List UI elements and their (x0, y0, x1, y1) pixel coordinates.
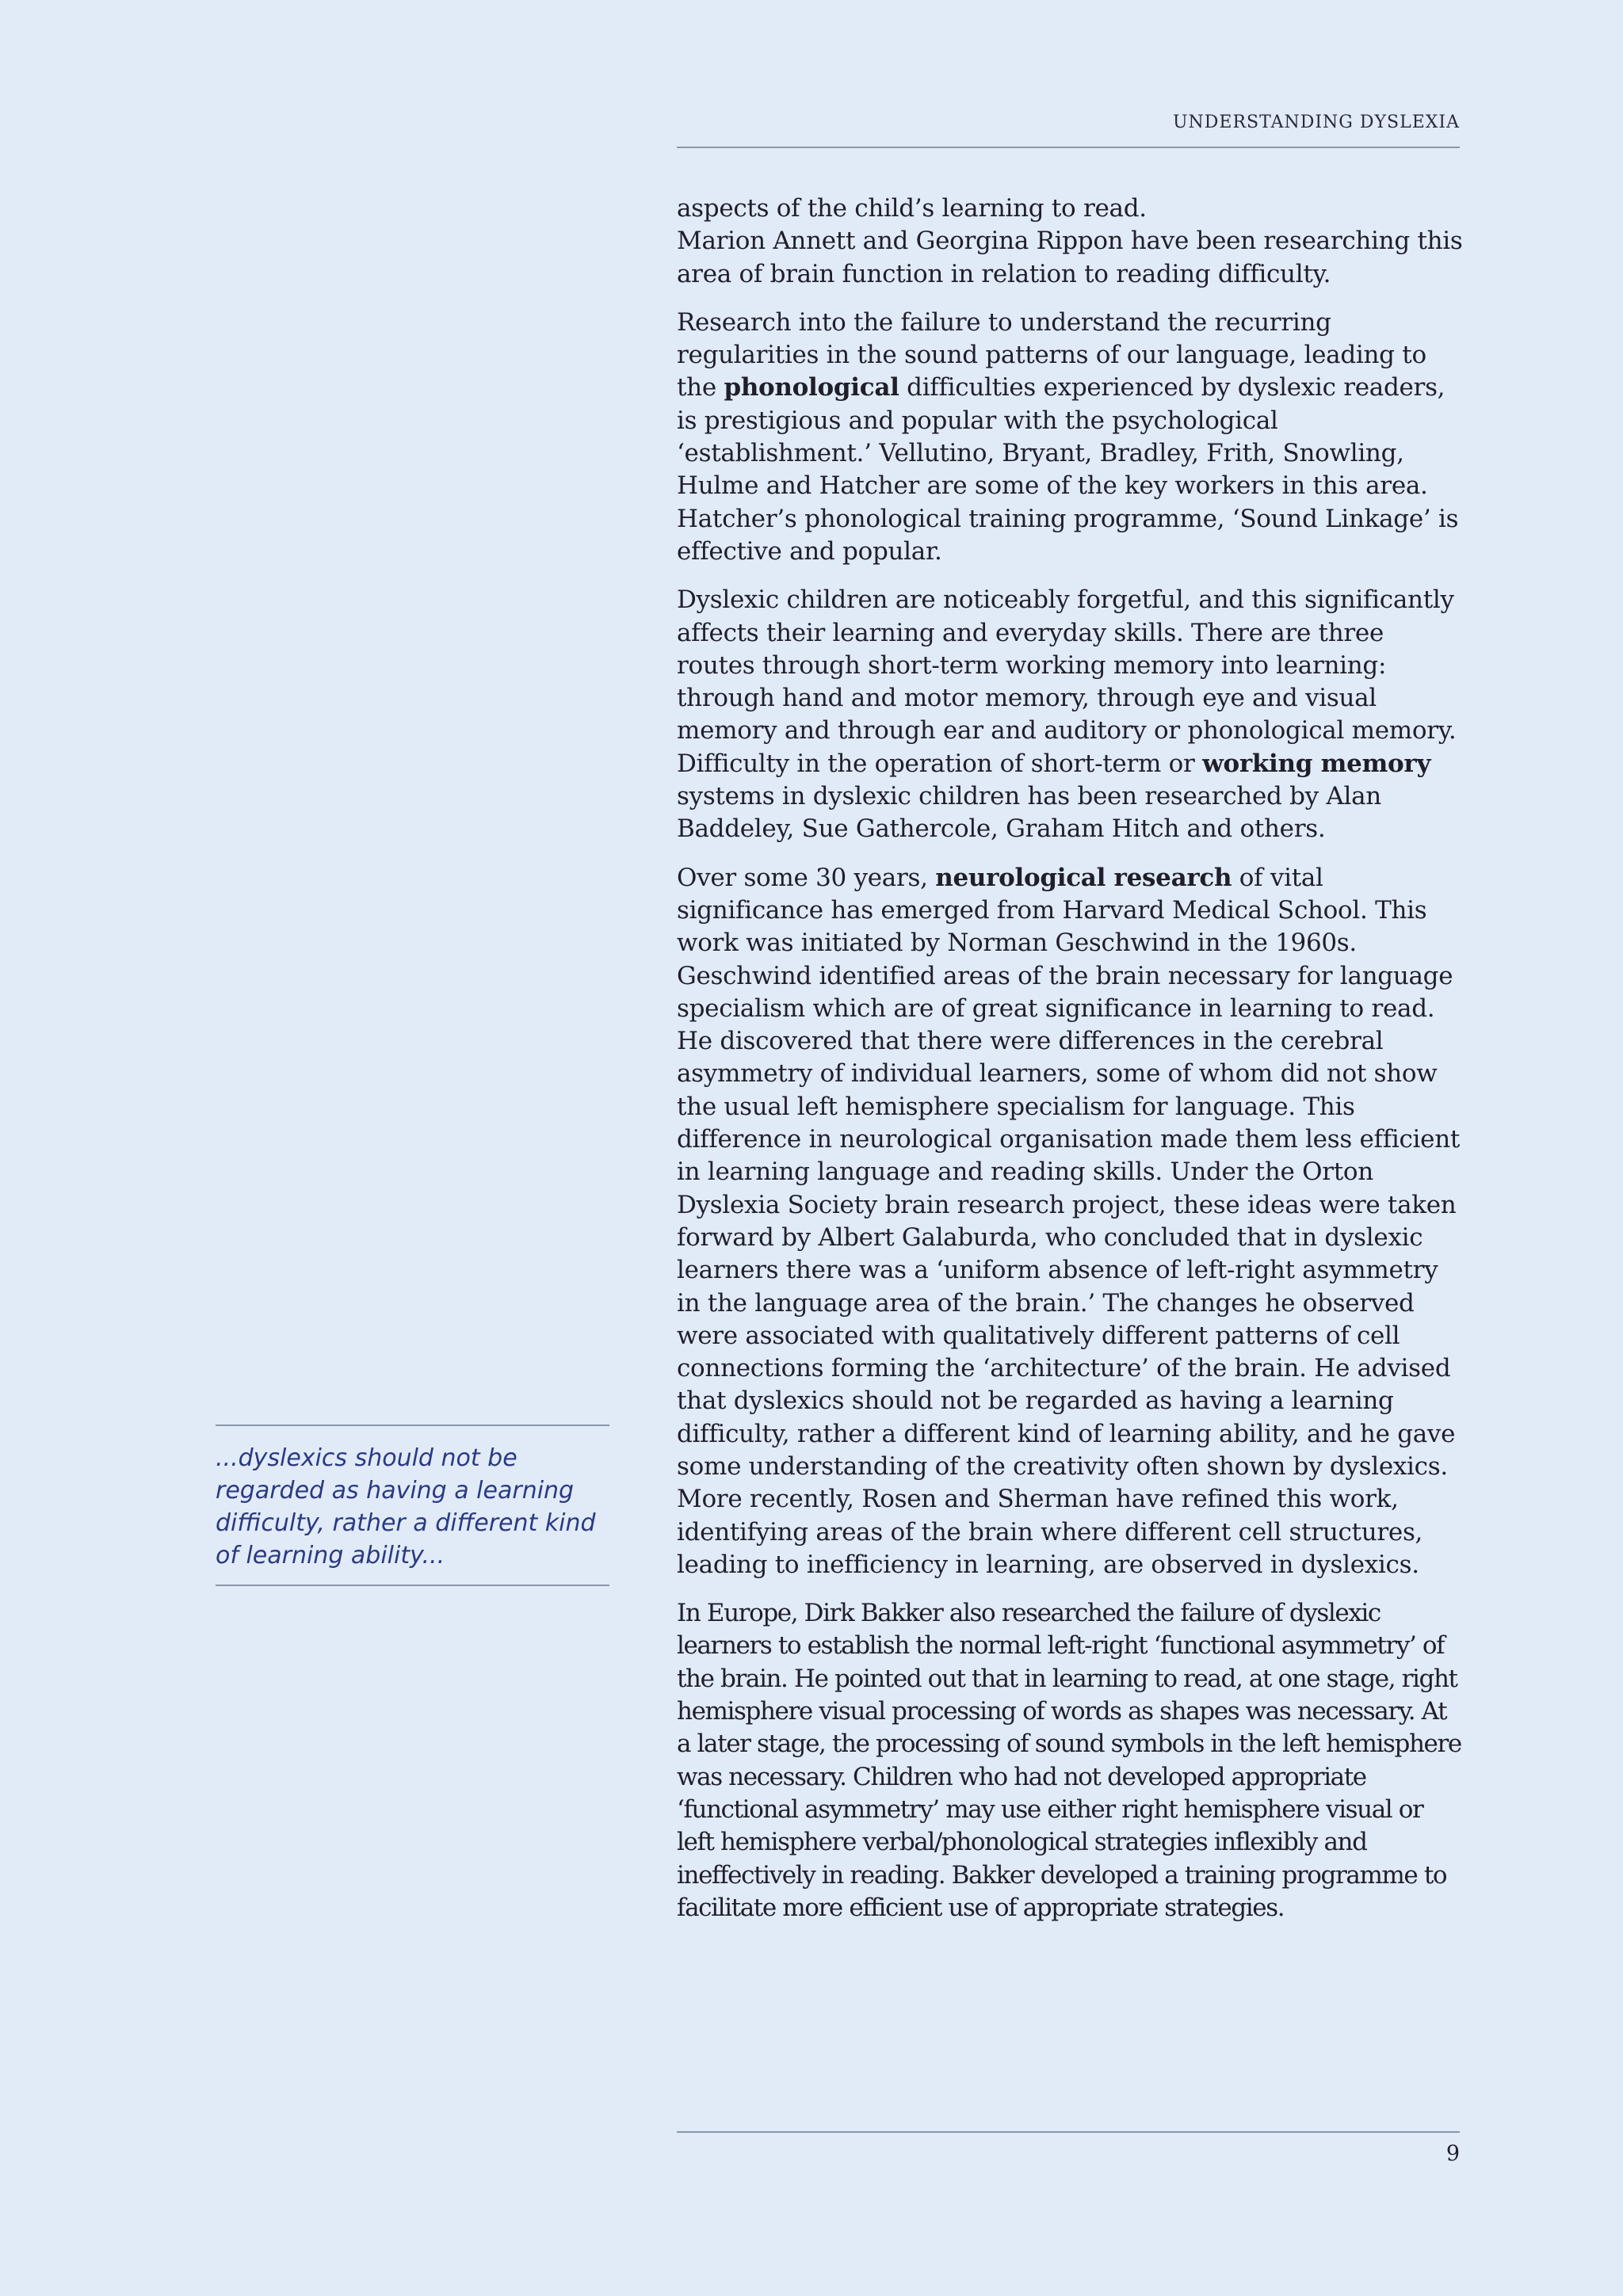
paragraph-4 (677, 862, 1465, 1582)
paragraph-4-text-end: of vital significance has emerged from Harvard Medical School. This work was initiated by Norman Geschwind in the 1960s. Geschwind identified areas of the brain necessary for language specialism which are of great significance in learning to read. He discovered that there were differences in the cerebral asymmetry of individual learners, some of whom did not show the usual left hemisphere specialism for language. This difference in neurological organisation made them less efficient in learning language and reading skills. Under the Orton Dyslexia Society brain research project, these ideas were taken forward by Albert Galaburda, who concluded that in dyslexic learners there was a ‘uniform absence of left-right asymmetry in the language area of the brain.’ The changes he observed were associated with qualitatively different patterns of cell connections forming the ‘architecture’ of the brain. He advised that dyslexics should not be regarded as having a learning difficulty, rather a different kind of learning ability, and he gave some understanding of the creativity often shown by dyslexics. More recently, Rosen and Sherman have refined this work, identifying areas of the brain where different cell structures, leading to inefficiency in learning, are observed in dyslexics. (677, 863, 1461, 1579)
pull-quote-text: ...dyslexics should not be regarded as having a learning difficulty, rather a different kind of learning ability... (216, 1444, 596, 1569)
footer-rule (677, 2131, 1460, 2133)
paragraph-2 (677, 307, 1465, 568)
paragraph-1-line-2: Marion Annett and Georgina Rippon have been researching this area of brain function in relation to reading difficulty. (677, 227, 1463, 288)
pull-quote (216, 1425, 609, 1586)
paragraph-5: In Europe, Dirk Bakker also researched the failure of dyslexic learners to establish the normal left-right ‘functional asymmetry’ of the brain. He pointed out that in learning to read, at one stage, right hemisphere visual processing of words as shapes was necessary. At a later stage, the processing of sound symbols in the left hemisphere was necessary. Children who had not developed appropriate ‘functional asymmetry’ may use either right hemisphere visual or left hemisphere verbal/phonological strategies inflexibly and ineffectively in reading. Bakker developed a training programme to facilitate more efficient use of appropriate strategies. (677, 1599, 1461, 1922)
page-number: 9 (1445, 2142, 1460, 2166)
paragraph-1 (677, 193, 1465, 291)
paragraph-3-text-end: systems in dyslexic children has been researched by Alan Baddeley, Sue Gathercole, Graham Hitch and others. (677, 782, 1381, 844)
term-phonological: phonological (724, 373, 899, 402)
paragraph-3-text-start: Dyslexic children are noticeably forgetful, and this significantly affects their learning and everyday skills. There are three routes through short-term working memory into learning: through hand and motor memory, through eye and visual memory and through ear and auditory or phonological memory. Difficulty in the operation of short-term or (677, 585, 1457, 778)
running-header: UNDERSTANDING DYSLEXIA (1172, 113, 1460, 132)
paragraph-3 (677, 584, 1465, 845)
term-working-memory: working memory (1202, 749, 1431, 778)
paragraph-4-text-start: Over some 30 years, (677, 863, 936, 892)
main-text-column (677, 193, 1465, 1940)
paragraph-1-line-1: aspects of the child’s learning to read. (677, 194, 1147, 223)
paragraph-2-text-start: Research into the failure to understand the recurring regularities in the sound patterns of our language, leading to the (677, 307, 1426, 402)
header-rule (677, 147, 1460, 148)
paragraph-2-text-end: difficulties experienced by dyslexic readers, is prestigious and popular with the psychological ‘establishment.’ Vellutino, Bryant, Bradley, Frith, Snowling, Hulme and Hatcher are some of the key workers in this area. Hatcher’s phonological training programme, ‘Sound Linkage’ is effective and popular. (677, 373, 1459, 566)
term-neurological-research: neurological research (935, 863, 1232, 892)
